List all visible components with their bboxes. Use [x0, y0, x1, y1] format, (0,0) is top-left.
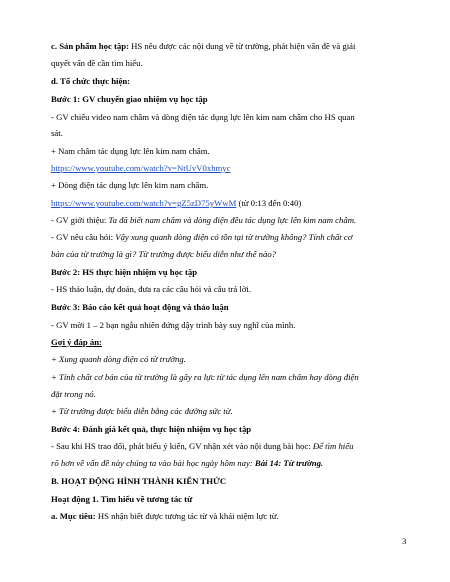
step2-text-1: - HS thảo luận, dự đoán, đưa ra các câu hỏi và câu trả lời.: [51, 284, 251, 294]
answers-title: Gợi ý đáp án:: [51, 337, 102, 347]
step4-prefix: - Sau khi HS trao đổi, phát biểu ý kiến, GV nhận xét vào nội dung bài học:: [51, 441, 313, 451]
step2-heading: [51, 267, 411, 278]
answer-1-text: + Xung quanh dòng điện có từ trường.: [51, 354, 186, 364]
video-link-1[interactable]: https://www.youtube.com/watch?v=NtUvV0xhmyc: [51, 163, 231, 173]
objective-text: HS nhận biết được tương tác từ và khái niệm lực từ.: [95, 511, 279, 521]
section-b-title: B. HOẠT ĐỘNG HÌNH THÀNH KIẾN THỨC: [51, 476, 227, 486]
step3-text-1: - GV mời 1 – 2 bạn ngẫu nhiên đứng dậy trình bày suy nghĩ của mình.: [51, 320, 296, 330]
step1-line-7: [51, 249, 411, 260]
activity1-title: Hoạt động 1. Tìm hiểu về tương tác từ: [51, 494, 193, 504]
product-text: HS nêu được các nội dung về từ trường, phát hiện vấn đề và giải: [128, 41, 356, 51]
step3-title: Bước 3: Báo cáo kết quả hoạt động và thảo luận: [51, 302, 229, 312]
step3-line-1: [51, 320, 411, 331]
organization-heading: [51, 76, 411, 87]
question-text-2: bản của từ trường là gì? Từ trường được biểu diễn như thế nào?: [51, 249, 277, 259]
step1-text-1: - GV chiếu video nam châm và dòng điện tác dụng lực lên kim nam châm cho HS quan: [51, 112, 355, 122]
step2-title: Bước 2: HS thực hiện nhiệm vụ học tập: [51, 267, 198, 277]
question-prefix: - GV nêu câu hỏi:: [51, 232, 116, 242]
answers-heading: [51, 337, 411, 348]
section-b-heading: [51, 476, 411, 487]
answer-3-text: + Từ trường được biểu diễn bằng các đường sức từ.: [51, 406, 233, 416]
step1-text-2: sát.: [51, 128, 63, 138]
step1-line-2: [51, 128, 411, 139]
organization-label: d. Tổ chức thực hiện:: [51, 76, 131, 86]
step1-line-3: [51, 146, 411, 157]
answer-3: [51, 406, 411, 417]
step3-heading: [51, 302, 411, 313]
product-line-2: [51, 58, 411, 69]
step1-line-4: [51, 180, 411, 191]
video-link-2-suffix: (từ 0:13 đến 0:40): [236, 198, 302, 208]
step4-line-2: [51, 458, 411, 469]
step1-line-5: [51, 215, 411, 226]
answer-1: [51, 354, 411, 365]
objective-line: [51, 511, 411, 522]
step4-heading: [51, 424, 411, 435]
step1-text-4: + Dòng điện tác dụng lực lên kim nam châm.: [51, 180, 209, 190]
step1-title: Bước 1: GV chuyển giao nhiệm vụ học tập: [51, 94, 208, 104]
step4-title: Bước 4: Đánh giá kết quả, thực hiện nhiệm vụ học tập: [51, 424, 252, 434]
video-link-1-line: [51, 163, 411, 174]
lesson-title: Bài 14: Từ trường.: [254, 458, 324, 468]
activity1-heading: [51, 494, 411, 505]
product-line: [51, 41, 411, 52]
step4-italic-2: rõ hơn về vấn đề này chúng ta vào bài học ngày hôm nay:: [51, 458, 255, 468]
video-link-2-line: [51, 198, 411, 209]
page-number: 3: [402, 536, 407, 546]
answer-2-text-cont: đặt trong nó.: [51, 389, 96, 399]
intro-prefix: - GV giới thiệu:: [51, 215, 109, 225]
answer-2: [51, 372, 411, 383]
step1-text-3: + Nam châm tác dụng lực lên kim nam châm.: [51, 146, 210, 156]
objective-label: a. Mục tiêu:: [51, 511, 96, 521]
step1-heading: [51, 94, 411, 105]
product-text-cont: quyết vấn đề cần tìm hiểu.: [51, 58, 143, 68]
step1-line-6: [51, 232, 411, 243]
product-label: c. Sản phẩm học tập:: [51, 41, 129, 51]
step1-line-1: [51, 112, 411, 123]
step2-line-1: [51, 284, 411, 295]
answer-2-text: + Tính chất cơ bản của từ trường là gây ra lực từ tác dụng lên nam châm hay dòng điện: [51, 372, 359, 382]
video-link-2[interactable]: https://www.youtube.com/watch?v=gZ5zD75yWwM: [51, 198, 237, 208]
question-text-1: Vậy xung quanh dòng điện có tồn tại từ trường không? Tính chất cơ: [115, 232, 353, 242]
step4-line-1: [51, 441, 411, 452]
intro-text: Ta đã biết nam châm và dòng điện đều tác dụng lực lên kim nam châm.: [108, 215, 357, 225]
step4-italic-1: Để tìm hiểu: [312, 441, 354, 451]
answer-2-cont: [51, 389, 411, 400]
